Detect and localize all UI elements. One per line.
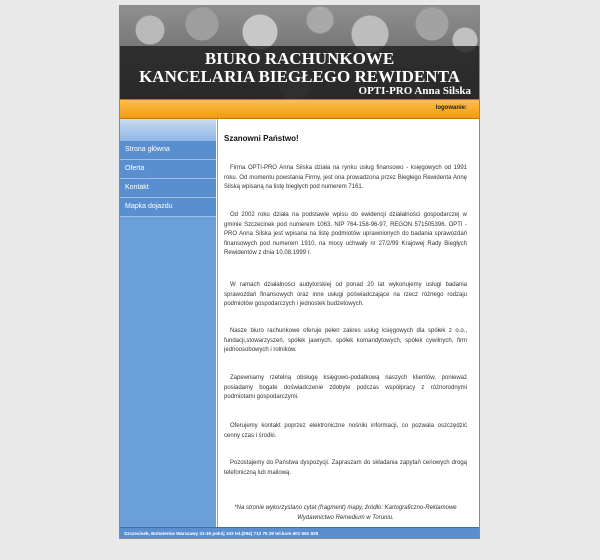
banner-subtitle: OPTI-PRO Anna Silska	[358, 85, 471, 97]
nav-item-offer[interactable]: Oferta	[120, 160, 216, 179]
login-bar	[120, 99, 479, 119]
page-frame	[119, 5, 480, 539]
paragraph-contact-media: Oferujemy kontakt poprzez elektroniczne nośniki informacji, co pozwala oszczędzić cenny czas i środki.	[224, 423, 467, 439]
banner-title-line1: BIURO RACHUNKOWE	[204, 49, 395, 68]
paragraph-experience: Zapewniamy rzetelną obsługę księgowo-podatkową naszych klientów, ponieważ posiadamy bogate doświadczenie zdobyte podczas współpracy z różnorodnymi podmiotami gospodarczymi.	[224, 375, 467, 400]
footer-address: Szczecinek, Bohaterów Warszawy 31-35 pokój 103 tel.(094) 712 75 29 tel.kom 601 561 828	[124, 531, 319, 536]
paragraph-company: Firma OPTI-PRO Anna Silska działa na rynku usług finansowo - księgowych od 1991 roku. Od momentu powstania Firmy, jest ona prowadzona przez Biegłego Rewidenta Annę Silską wpisaną na listę biegłych pod numerem 7161.	[224, 165, 467, 190]
footer	[120, 527, 479, 539]
nav-item-map[interactable]: Mapka dojazdu	[120, 198, 216, 217]
coins-banner-image	[120, 6, 479, 99]
paragraph-invitation: Pozostajemy do Państwa dyspozycji. Zapraszam do składania zapytań cenowych drogą telefoniczną lub mailową.	[224, 460, 467, 476]
login-link[interactable]: logowanie:	[435, 105, 467, 111]
sidebar-header	[120, 119, 216, 141]
sidebar	[120, 119, 216, 527]
paragraph-audit: W ramach działalności audytorskiej od ponad 20 lat wykonujemy usługi badania sprawozdań finansowych oraz inne usługi poświadczające na rzecz różnego rodzaju podmiotów gospodarczych i jednostek budżetowych.	[224, 282, 467, 307]
banner-title-line2: KANCELARIA BIEGŁEGO REWIDENTA	[139, 67, 460, 86]
nav-item-home[interactable]: Strona główna	[120, 141, 216, 160]
main-content	[217, 119, 480, 527]
nav-item-contact[interactable]: Kontakt	[120, 179, 216, 198]
greeting-heading: Szanowni Państwo!	[224, 134, 299, 143]
paragraph-registration: Od 2002 roku działa na podstawie wpisu do ewidencji działalności gospodarczej w gminie Szczecinek pod numerem 1063. NIP 764-158-96-97, REGON 571505396. OPTI - PRO Anna Silska jest wpisana na listę podmiotów uprawnionych do badania sprawozdań finansowych pod numerem 1910, na mocy uchwały nr 27/2/99 Krajowej Rady Biegłych Rewidentów z dnia 10.08.1999 r.	[224, 212, 467, 256]
paragraph-services: Nasze biuro rachunkowe oferuje pełen zakres usług księgowych dla spółek z o.o., fundacji,stowarzyszeń, spółek jawnych, spółek komandytowych, spółek cywilnych, firm jednoosobowych i rolników.	[224, 328, 467, 353]
map-source-note: *Na stronie wykorzystano cytat (fragment) mapy, źródło: Kartograficzno-Reklamowe Wydawnictwo Remedium w Toruniu.	[234, 505, 457, 521]
